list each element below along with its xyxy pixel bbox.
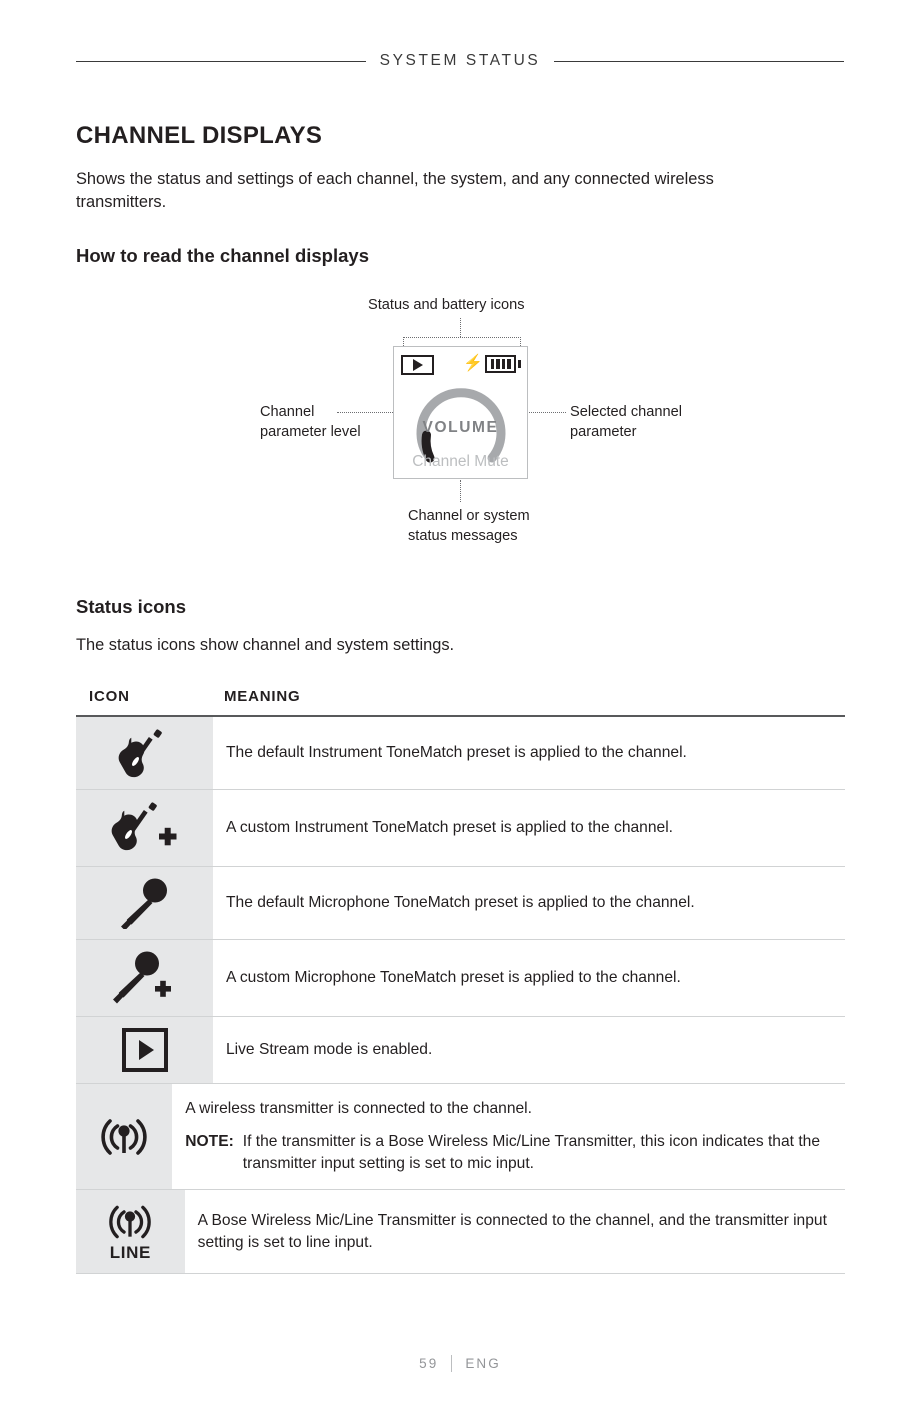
selected-parameter-label: VOLUME: [422, 419, 499, 436]
header-rule-right: [554, 61, 844, 62]
table-row: [76, 717, 845, 790]
meaning-cell: [213, 790, 845, 866]
channel-display-screen: [393, 346, 528, 479]
callout-selected-channel-parameter: Selected channel parameter: [570, 404, 682, 440]
table-row: [76, 1017, 845, 1084]
note-label: NOTE:: [185, 1133, 234, 1150]
table-header-row: [76, 688, 845, 715]
note-block: [185, 1131, 839, 1175]
callout-status-messages: Channel or system status messages: [408, 508, 530, 544]
header-rule-left: [76, 61, 366, 62]
icon-cell: [76, 717, 213, 789]
meaning-cell: [213, 717, 845, 789]
status-icons-table: [76, 688, 845, 1274]
table-row: [76, 940, 845, 1017]
icon-caption-line: LINE: [109, 1243, 151, 1262]
page-title: CHANNEL DISPLAYS: [76, 122, 323, 149]
meaning-cell: [213, 1017, 845, 1083]
guitar-icon: [114, 727, 176, 779]
column-header-meaning: MEANING: [224, 688, 301, 705]
wireless-signal-line-icon: [94, 1200, 166, 1244]
meaning-text: A wireless transmitter is connected to the channel.: [185, 1100, 532, 1117]
play-triangle-icon: [413, 359, 423, 371]
table-row: [76, 1084, 845, 1190]
running-header: [76, 52, 844, 70]
live-stream-play-icon: [121, 1027, 169, 1073]
table-row: [76, 790, 845, 867]
meaning-cell: [213, 867, 845, 939]
leader-top-leg-left: [403, 337, 404, 346]
meaning-text: A custom Instrument ToneMatch preset is applied to the channel.: [226, 819, 673, 836]
intro-paragraph: Shows the status and settings of each channel, the system, and any connected wireless transmitters.: [76, 170, 714, 211]
meaning-cell: [213, 940, 845, 1016]
icon-cell: [76, 940, 213, 1016]
leader-bottom-stem: [460, 480, 461, 502]
meaning-text: The default Microphone ToneMatch preset is applied to the channel.: [226, 894, 695, 911]
meaning-text: A Bose Wireless Mic/Line Transmitter is connected to the channel, and the transmitter input setting is set to line input.: [197, 1211, 827, 1251]
note-text: If the transmitter is a Bose Wireless Mic/Line Transmitter, this icon indicates that the transmitter input setting is set to mic input.: [242, 1133, 820, 1172]
leader-top-stem: [460, 318, 461, 337]
icon-cell: [76, 790, 213, 866]
meaning-cell: [185, 1190, 845, 1273]
callout-channel-parameter-level: Channel parameter level: [260, 404, 361, 440]
icon-cell: [76, 1190, 185, 1273]
meaning-text: The default Instrument ToneMatch preset is applied to the channel.: [226, 744, 687, 761]
section-heading-how-to-read: How to read the channel displays: [76, 245, 369, 266]
callout-status-battery-icons: Status and battery icons: [368, 297, 525, 313]
table-row: [76, 1190, 845, 1274]
microphone-icon: [115, 877, 175, 929]
section-heading-status-icons: Status icons: [76, 596, 186, 617]
icon-cell: [76, 867, 213, 939]
column-header-icon: ICON: [89, 688, 130, 705]
battery-terminal-nub: [518, 360, 521, 368]
footer-page-number: 59: [419, 1356, 439, 1371]
page-footer: [0, 1355, 920, 1372]
lightning-bolt-icon: ⚡: [463, 355, 483, 372]
meaning-text: Live Stream mode is enabled.: [226, 1041, 433, 1058]
status-message-label: Channel Mute: [412, 453, 509, 470]
microphone-plus-icon: [111, 950, 179, 1006]
wireless-signal-icon: [88, 1113, 160, 1161]
leader-top-leg-right: [520, 337, 521, 346]
icon-cell: [76, 1017, 213, 1083]
guitar-plus-icon: [109, 800, 181, 856]
table-row: [76, 867, 845, 940]
running-header-title: SYSTEM STATUS: [379, 52, 541, 69]
icon-cell: [76, 1084, 172, 1189]
footer-language: ENG: [465, 1356, 501, 1371]
channel-display-diagram: [0, 290, 920, 575]
meaning-text: A custom Microphone ToneMatch preset is applied to the channel.: [226, 969, 681, 986]
leader-top-bracket: [403, 337, 521, 338]
meaning-cell: [172, 1084, 845, 1189]
status-icons-intro: The status icons show channel and system settings.: [76, 636, 455, 654]
footer-divider: [451, 1355, 452, 1372]
